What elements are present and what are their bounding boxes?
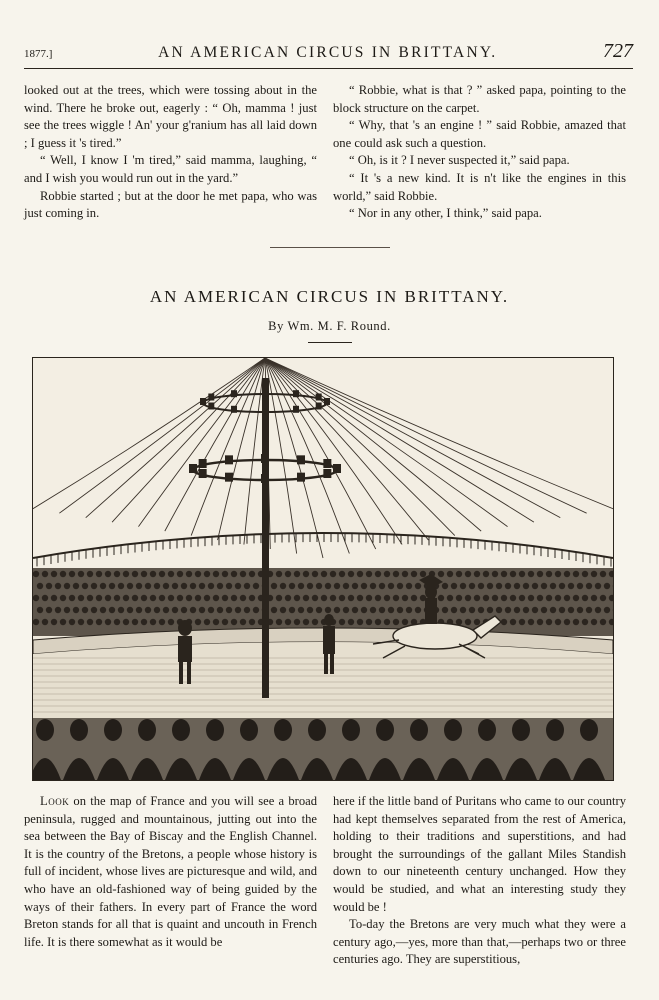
header-year: 1877.] xyxy=(24,48,53,60)
paragraph: here if the little band of Puritans who came to our country had kept themselves separated from the rest of America, holding to their traditions and superstitions, and had brought the surroundings of the gallant Miles Standish down to our nineteenth century unchanged. How they would be studied, and what an interesting study they would be ! xyxy=(333,794,626,914)
lead-word: Look xyxy=(40,794,70,808)
page-number: 727 xyxy=(602,40,633,62)
paragraph-text: on the map of France and you will see a broad peninsula, rugged and mountainous, jutting out into the sea between the Bay of Biscay and the English Channel. It is the country of the Bretons, a people whose history is full of incident, whose lives are picturesque and wild, and who have an old-fashioned way of being guided by the ways of their fathers. In every part of France the word Breton stands for all that is quaint and uncouth in French life. It is there somewhat as it would be xyxy=(24,794,317,949)
paragraph: To-day the Bretons are very much what they were a century ago,—yes, more than that,—perhaps two or three centuries ago. They are superstitious, xyxy=(333,917,626,967)
byline-rule xyxy=(308,342,352,343)
circus-illustration xyxy=(32,357,614,781)
header-title: AN AMERICAN CIRCUS IN BRITTANY. xyxy=(158,44,498,61)
paragraph xyxy=(24,793,317,951)
article-title: AN AMERICAN CIRCUS IN BRITTANY. xyxy=(149,287,510,306)
running-head xyxy=(24,40,633,69)
bottom-right-column xyxy=(333,793,626,969)
section-separator xyxy=(270,247,390,248)
paragraph: Robbie started ; but at the door he met papa, who was just coming in. xyxy=(24,188,317,221)
circus-engraving xyxy=(33,358,613,780)
paragraph: “ Well, I know I 'm tired,” said mamma, laughing, “ and I wish you would run out in the yard.” xyxy=(24,153,317,185)
top-right-column xyxy=(333,82,626,223)
paragraph: “ Oh, is it ? I never suspected it,” said papa. xyxy=(349,153,570,168)
paragraph: “ Nor in any other, I think,” said papa. xyxy=(349,206,542,221)
paragraph: “ It 's a new kind. It is n't like the engines in this world,” said Robbie. xyxy=(333,170,626,203)
paragraph: looked out at the trees, which were tossing about in the wind. There he broke out, eagerly : “ Oh, mamma ! just see the trees wiggle ! An' your g'ranium has all laid down ; I guess it 's tired.” xyxy=(24,83,317,150)
top-left-column xyxy=(24,82,317,223)
bottom-left-column xyxy=(24,793,317,951)
byline: By Wm. M. F. Round. xyxy=(268,319,391,333)
paragraph: “ Robbie, what is that ? ” asked papa, pointing to the block structure on the carpet. xyxy=(333,83,626,115)
paragraph: “ Why, that 's an engine ! ” said Robbie, amazed that one could ask such a question. xyxy=(333,118,626,150)
